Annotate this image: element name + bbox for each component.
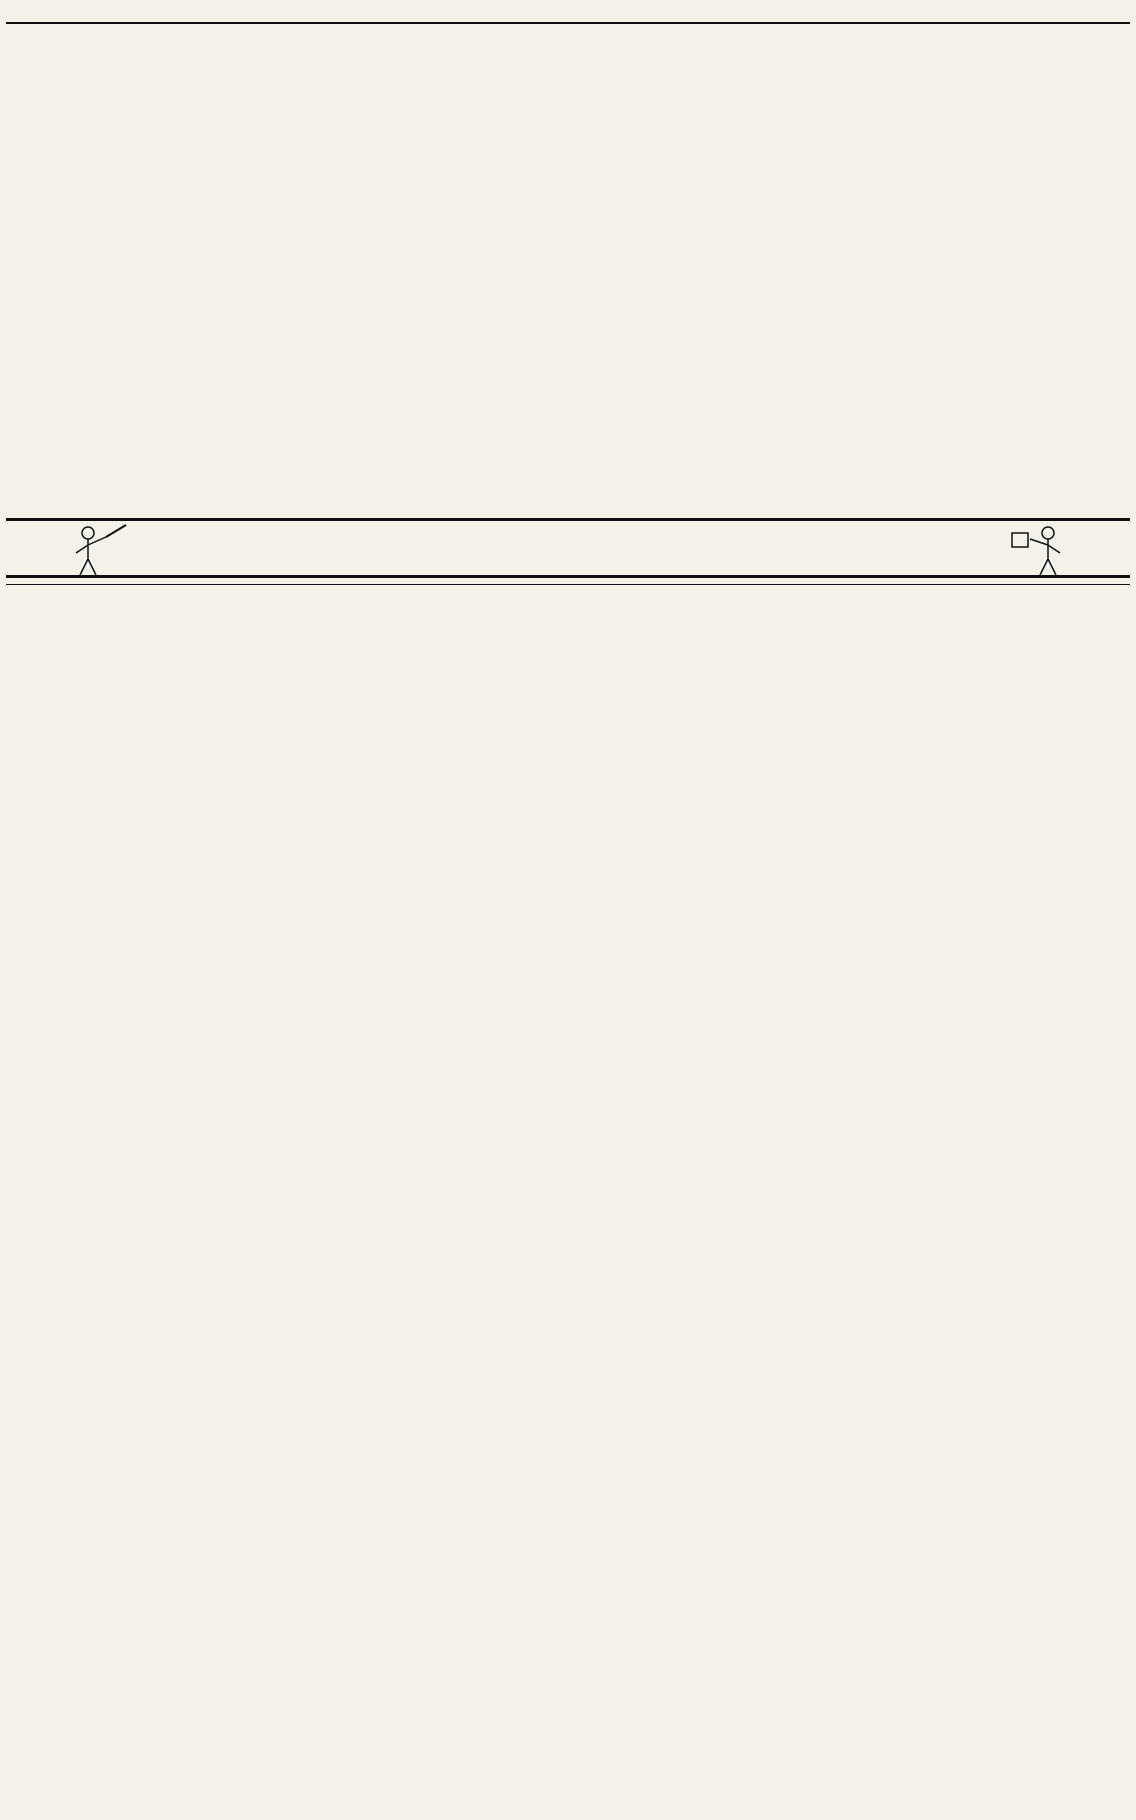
home-service-guide-banner [6, 518, 1130, 578]
worker-illustration-right [1000, 523, 1070, 577]
worker-illustration-left [66, 523, 136, 577]
classified-top-section [6, 22, 1130, 512]
service-guide-grid [6, 584, 1130, 1800]
page-folio [10, 4, 1126, 18]
